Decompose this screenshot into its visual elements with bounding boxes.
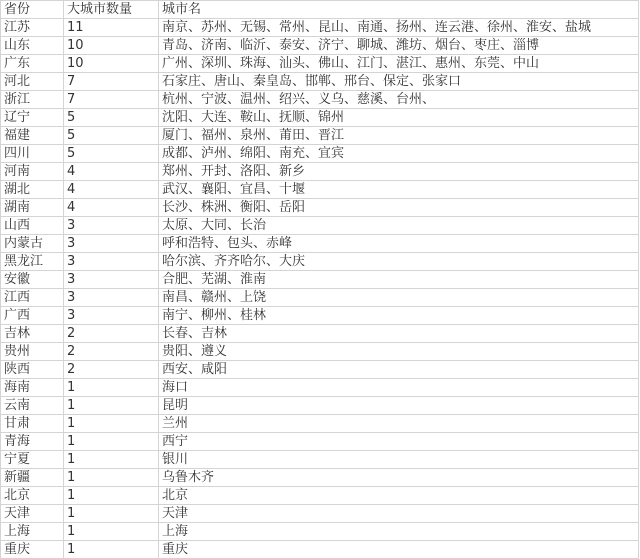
table-row [1,325,639,343]
count-cell[interactable]: 10 [64,37,159,55]
count-cell[interactable]: 7 [64,73,159,91]
cities-cell[interactable]: 厦门、福州、泉州、莆田、晋江 [159,127,639,145]
province-cell[interactable]: 新疆 [1,469,64,487]
table-row [1,433,639,451]
table-row [1,487,639,505]
table-row [1,217,639,235]
table-row [1,199,639,217]
header-row [1,1,639,19]
cities-cell[interactable]: 郑州、开封、洛阳、新乡 [159,163,639,181]
count-cell[interactable]: 1 [64,379,159,397]
table-row [1,127,639,145]
cities-cell[interactable]: 长春、吉林 [159,325,639,343]
count-cell[interactable]: 1 [64,541,159,559]
table-row [1,307,639,325]
count-cell[interactable]: 1 [64,415,159,433]
province-cell[interactable]: 辽宁 [1,109,64,127]
cities-cell[interactable]: 南宁、柳州、桂林 [159,307,639,325]
cities-cell[interactable]: 重庆 [159,541,639,559]
cities-cell[interactable]: 西宁 [159,433,639,451]
header-province[interactable]: 省份 [1,1,64,19]
province-cell[interactable]: 浙江 [1,91,64,109]
table-row [1,361,639,379]
table-row [1,415,639,433]
table-row [1,73,639,91]
cities-cell[interactable]: 杭州、宁波、温州、绍兴、义乌、慈溪、台州、 [159,91,639,109]
province-cell[interactable]: 海南 [1,379,64,397]
cities-cell[interactable]: 南昌、赣州、上饶 [159,289,639,307]
table-row [1,505,639,523]
table-row [1,109,639,127]
province-cell[interactable]: 内蒙古 [1,235,64,253]
count-cell[interactable]: 1 [64,469,159,487]
province-cell[interactable]: 上海 [1,523,64,541]
count-cell[interactable]: 3 [64,253,159,271]
cities-cell[interactable]: 太原、大同、长治 [159,217,639,235]
province-cell[interactable]: 湖北 [1,181,64,199]
province-cell[interactable]: 宁夏 [1,451,64,469]
province-cell[interactable]: 北京 [1,487,64,505]
province-cell[interactable]: 江西 [1,289,64,307]
table-row [1,397,639,415]
cities-cell[interactable]: 长沙、株洲、衡阳、岳阳 [159,199,639,217]
cities-cell[interactable]: 西安、咸阳 [159,361,639,379]
cities-cell[interactable]: 成都、泸州、绵阳、南充、宜宾 [159,145,639,163]
count-cell[interactable]: 5 [64,127,159,145]
count-cell[interactable]: 3 [64,307,159,325]
province-cell[interactable]: 贵州 [1,343,64,361]
cities-cell[interactable]: 北京 [159,487,639,505]
table-row [1,271,639,289]
province-cell[interactable]: 安徽 [1,271,64,289]
header-count[interactable]: 大城市数量 [64,1,159,19]
province-cell[interactable]: 黑龙江 [1,253,64,271]
cities-cell[interactable]: 银川 [159,451,639,469]
cities-cell[interactable]: 天津 [159,505,639,523]
count-cell[interactable]: 4 [64,199,159,217]
province-cell[interactable]: 山西 [1,217,64,235]
table-row [1,19,639,37]
table-row [1,523,639,541]
cities-cell[interactable]: 兰州 [159,415,639,433]
cities-cell[interactable]: 海口 [159,379,639,397]
count-cell[interactable]: 1 [64,487,159,505]
table-row [1,469,639,487]
table-row [1,379,639,397]
count-cell[interactable]: 10 [64,55,159,73]
table-row [1,289,639,307]
province-cell[interactable]: 云南 [1,397,64,415]
cities-cell[interactable]: 南京、苏州、无锡、常州、昆山、南通、扬州、连云港、徐州、淮安、盐城 [159,19,639,37]
count-cell[interactable]: 1 [64,451,159,469]
table-row [1,91,639,109]
count-cell[interactable]: 4 [64,181,159,199]
province-cell[interactable]: 重庆 [1,541,64,559]
table-row [1,451,639,469]
count-cell[interactable]: 1 [64,433,159,451]
count-cell[interactable]: 2 [64,325,159,343]
count-cell[interactable]: 1 [64,523,159,541]
table-row [1,541,639,559]
cities-cell[interactable]: 哈尔滨、齐齐哈尔、大庆 [159,253,639,271]
cities-cell[interactable]: 乌鲁木齐 [159,469,639,487]
province-cell[interactable]: 江苏 [1,19,64,37]
table-row [1,253,639,271]
province-cell[interactable]: 广东 [1,55,64,73]
count-cell[interactable]: 11 [64,19,159,37]
cities-cell[interactable]: 呼和浩特、包头、赤峰 [159,235,639,253]
cities-cell[interactable]: 沈阳、大连、鞍山、抚顺、锦州 [159,109,639,127]
province-cell[interactable]: 湖南 [1,199,64,217]
cities-cell[interactable]: 青岛、济南、临沂、泰安、济宁、聊城、潍坊、烟台、枣庄、淄博 [159,37,639,55]
table-row [1,55,639,73]
header-cities[interactable]: 城市名 [159,1,639,19]
table-row [1,343,639,361]
count-cell[interactable]: 7 [64,91,159,109]
province-cell[interactable]: 河南 [1,163,64,181]
province-cell[interactable]: 吉林 [1,325,64,343]
province-cell[interactable]: 天津 [1,505,64,523]
table-row [1,163,639,181]
province-cell[interactable]: 河北 [1,73,64,91]
table-row [1,37,639,55]
table-body [1,19,639,559]
cities-cell[interactable]: 上海 [159,523,639,541]
count-cell[interactable]: 5 [64,109,159,127]
count-cell[interactable]: 3 [64,271,159,289]
count-cell[interactable]: 3 [64,235,159,253]
province-cell[interactable]: 陕西 [1,361,64,379]
cities-cell[interactable]: 武汉、襄阳、宜昌、十堰 [159,181,639,199]
count-cell[interactable]: 5 [64,145,159,163]
province-cell[interactable]: 广西 [1,307,64,325]
count-cell[interactable]: 1 [64,397,159,415]
table-row [1,145,639,163]
cities-cell[interactable]: 贵阳、遵义 [159,343,639,361]
count-cell[interactable]: 2 [64,343,159,361]
province-cell[interactable]: 四川 [1,145,64,163]
province-cell[interactable]: 福建 [1,127,64,145]
cities-cell[interactable]: 合肥、芜湖、淮南 [159,271,639,289]
count-cell[interactable]: 2 [64,361,159,379]
count-cell[interactable]: 3 [64,217,159,235]
count-cell[interactable]: 4 [64,163,159,181]
cities-cell[interactable]: 广州、深圳、珠海、汕头、佛山、江门、湛江、惠州、东莞、中山 [159,55,639,73]
count-cell[interactable]: 3 [64,289,159,307]
province-cell[interactable]: 山东 [1,37,64,55]
cities-cell[interactable]: 石家庄、唐山、秦皇岛、邯郸、邢台、保定、张家口 [159,73,639,91]
province-cell[interactable]: 甘肃 [1,415,64,433]
province-cell[interactable]: 青海 [1,433,64,451]
table-row [1,181,639,199]
table-row [1,235,639,253]
cities-cell[interactable]: 昆明 [159,397,639,415]
count-cell[interactable]: 1 [64,505,159,523]
